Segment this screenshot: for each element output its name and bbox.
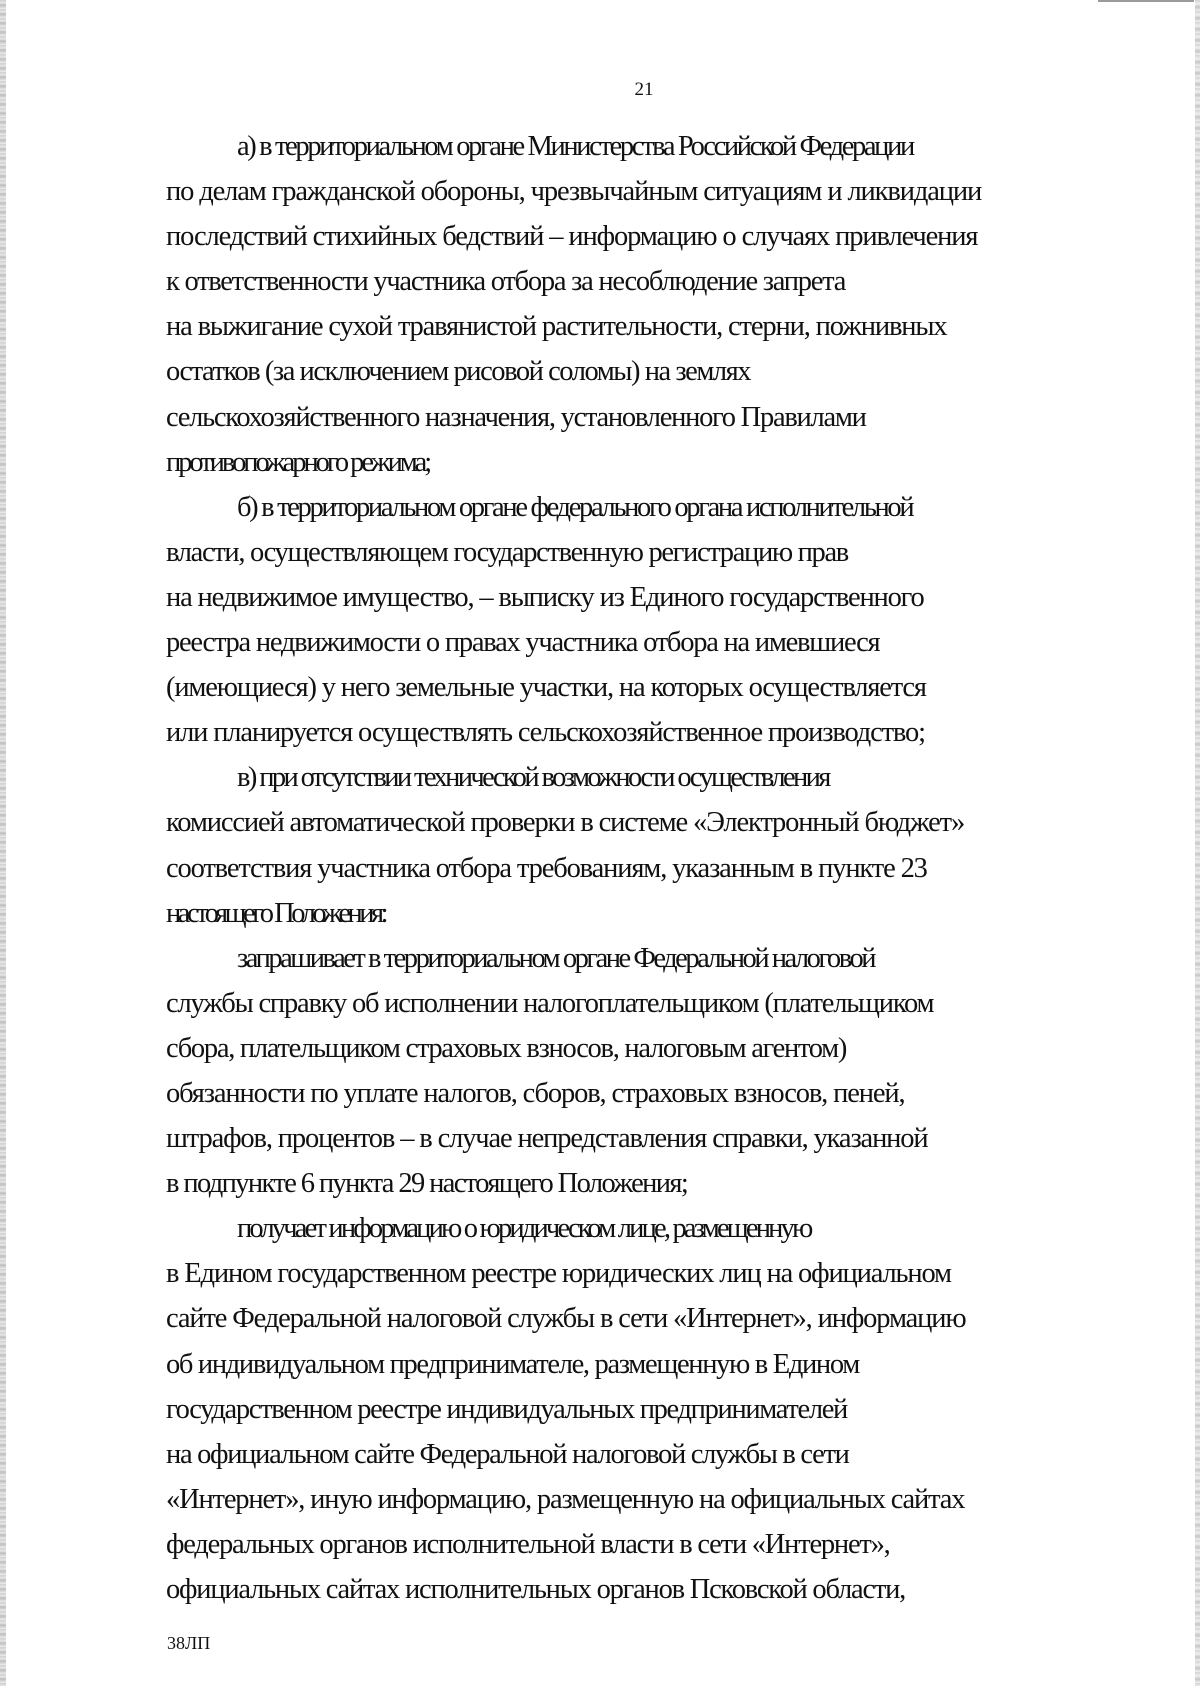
text-line: сайте Федеральной налоговой службы в сети «Интернет», информацию (166, 1303, 966, 1335)
text-line: на недвижимое имущество, – выписку из Единого государственного (166, 581, 924, 613)
scan-edge-top (1098, 0, 1194, 2)
text-line: обязанности по уплате налогов, сборов, страховых взносов, пеней, (166, 1077, 905, 1109)
text-line: (имеющиеся) у него земельные участки, на которых осуществляется (166, 672, 926, 704)
document-body (166, 124, 1123, 1612)
text-line: на официальном сайте Федеральной налоговой службы в сети (166, 1438, 849, 1470)
paragraph-request-certificate (166, 936, 1123, 1207)
text-line: а) в территориальном органе Министерства Российской Федерации (237, 131, 913, 162)
scan-edge-right (1195, 0, 1200, 1686)
text-line: по делам гражданской обороны, чрезвычайным ситуациям и ликвидации (166, 176, 982, 208)
text-line: последствий стихийных бедствий – информацию о случаях привлечения (166, 221, 978, 253)
text-line: комиссией автоматической проверки в системе «Электронный бюджет» (166, 807, 965, 839)
text-line: к ответственности участника отбора за несоблюдение запрета (166, 266, 846, 298)
text-line: штрафов, процентов – в случае непредставления справки, указанной (166, 1123, 928, 1155)
scan-edge-left (0, 0, 6, 1686)
text-line: в подпункте 6 пункта 29 настоящего Положения; (166, 1168, 688, 1200)
page-number: 21 (634, 79, 654, 100)
text-line: на выжигание сухой травянистой растительности, стерни, пожнивных (166, 311, 947, 343)
text-line: реестра недвижимости о правах участника отбора на имевшиеся (166, 627, 880, 659)
text-line: федеральных органов исполнительной власти в сети «Интернет», (166, 1528, 890, 1560)
text-line: остатков (за исключением рисовой соломы) на землях (166, 356, 751, 388)
text-line: запрашивает в территориальном органе Федеральной налоговой (237, 942, 875, 974)
paragraph-receive-information (166, 1206, 1123, 1612)
text-line: власти, осуществляющем государственную регистрацию прав (166, 536, 848, 568)
paragraph-c (166, 755, 1123, 935)
text-line: об индивидуальном предпринимателе, размещенную в Едином (166, 1348, 859, 1380)
text-line: сбора, плательщиком страховых взносов, налоговым агентом) (166, 1032, 847, 1064)
text-line: «Интернет», иную информацию, размещенную на официальных сайтах (166, 1483, 965, 1515)
paragraph-a (166, 124, 1123, 485)
text-line: получает информацию о юридическом лице, размещенную (237, 1213, 811, 1245)
text-line: в Едином государственном реестре юридических лиц на официальном (166, 1258, 951, 1290)
text-line: службы справку об исполнении налогоплательщиком (плательщиком (166, 987, 934, 1019)
text-line: или планируется осуществлять сельскохозяйственное производство; (166, 717, 925, 749)
text-line: официальных сайтах исполнительных органов Псковской области, (166, 1574, 906, 1605)
text-line: сельскохозяйственного назначения, установленного Правилами (166, 401, 866, 433)
document-code: 38ЛП (167, 1633, 211, 1653)
text-line: противопожарного режима; (166, 446, 430, 478)
text-line: б) в территориальном органе федерального органа исполнительной (237, 491, 913, 523)
text-line: соответствия участника отбора требованиям, указанным в пункте 23 (166, 852, 927, 884)
text-line: государственном реестре индивидуальных предпринимателей (166, 1393, 847, 1425)
paragraph-b (166, 485, 1123, 756)
text-line: в) при отсутствии технической возможности осуществления (237, 762, 829, 794)
text-line: настоящего Положения: (166, 897, 386, 929)
